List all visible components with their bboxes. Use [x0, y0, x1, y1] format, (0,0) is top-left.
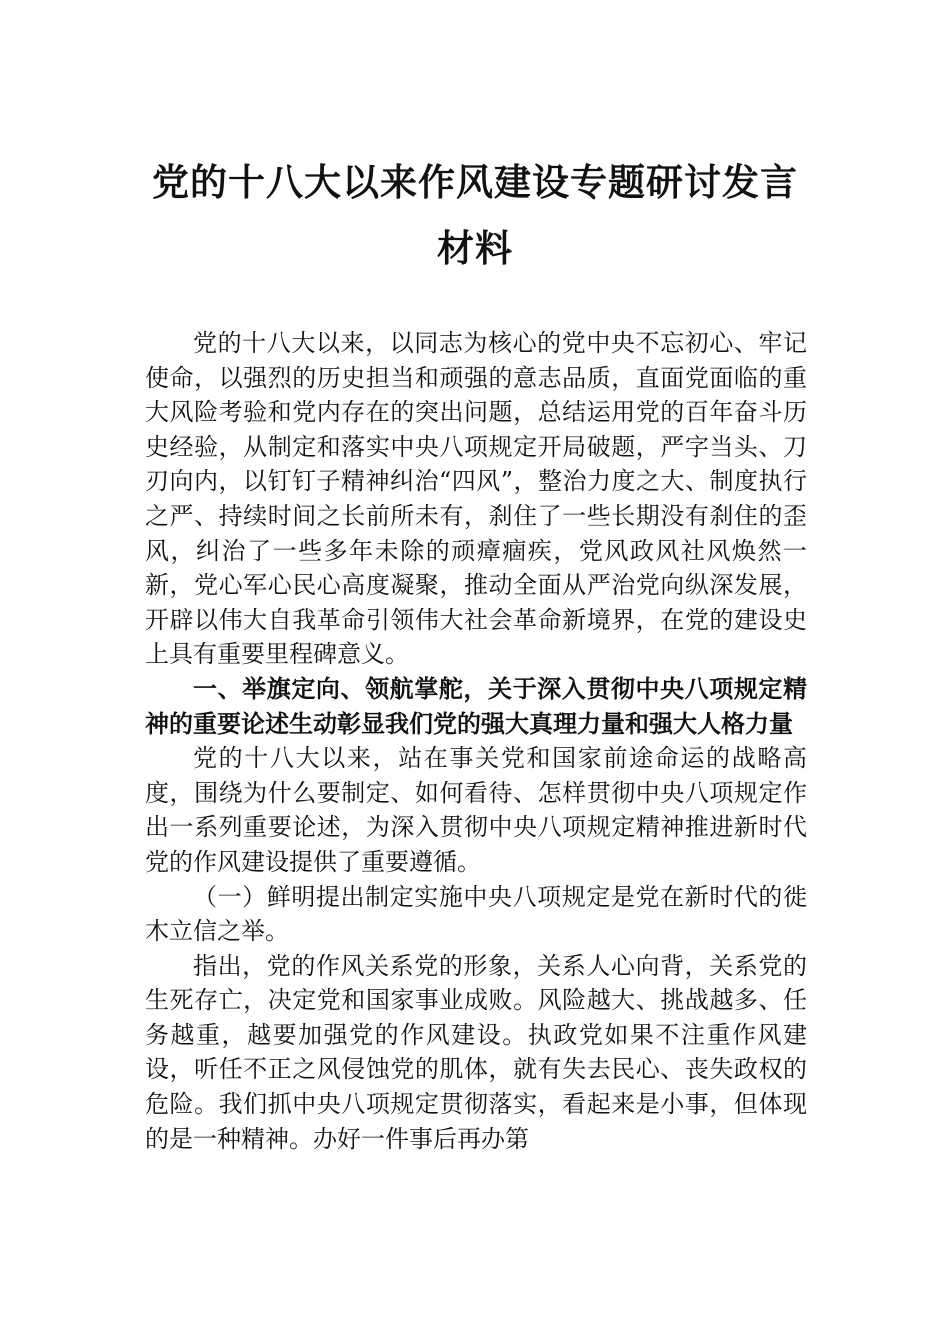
document-title: 党的十八大以来作风建设专题研讨发言材料 — [152, 161, 798, 270]
subsection-1-paragraph: 指出，党的作风关系党的形象，关系人心向背，关系党的生死存亡，决定党和国家事业成败。风险越大、挑战越多、任务越重，越要加强党的作风建设。执政党如果不注重作风建设，听任不正之风侵蚀党的肌体，就有失去民心、丧失政权的危险。我们抓中央八项规定贯彻落实，看起来是小事，但体现的是一种精神。办好一件事后再办第 — [145, 951, 807, 1153]
subsection-heading-1: （一）鲜明提出制定实施中央八项规定是党在新时代的徙木立信之举。 — [145, 882, 807, 946]
section-1-paragraph: 党的十八大以来，站在事关党和国家前途命运的战略高度，围绕为什么要制定、如何看待、怎样贯彻中央八项规定作出一系列重要论述，为深入贯彻中央八项规定精神推进新时代党的作风建设提供了重要遵循。 — [145, 744, 807, 876]
section-heading-1: 一、举旗定向、领航掌舵，关于深入贯彻中央八项规定精神的重要论述生动彰显我们党的强大真理力量和强大人格力量 — [145, 674, 807, 738]
document-body — [145, 326, 807, 1156]
intro-paragraph: 党的十八大以来，以同志为核心的党中央不忘初心、牢记使命，以强烈的历史担当和顽强的意志品质，直面党面临的重大风险考验和党内存在的突出问题，总结运用党的百年奋斗历史经验，从制定和落实中央八项规定开局破题，严字当头、刀刃向内，以钉钉子精神纠治“四风”，整治力度之大、制度执行之严、持续时间之长前所未有，刹住了一些长期没有刹住的歪风，纠治了一些多年未除的顽瘴痼疾，党风政风社风焕然一新，党心军心民心高度凝聚，推动全面从严治党向纵深发展，开辟以伟大自我革命引领伟大社会革命新境界，在党的建设史上具有重要里程碑意义。 — [145, 329, 807, 669]
